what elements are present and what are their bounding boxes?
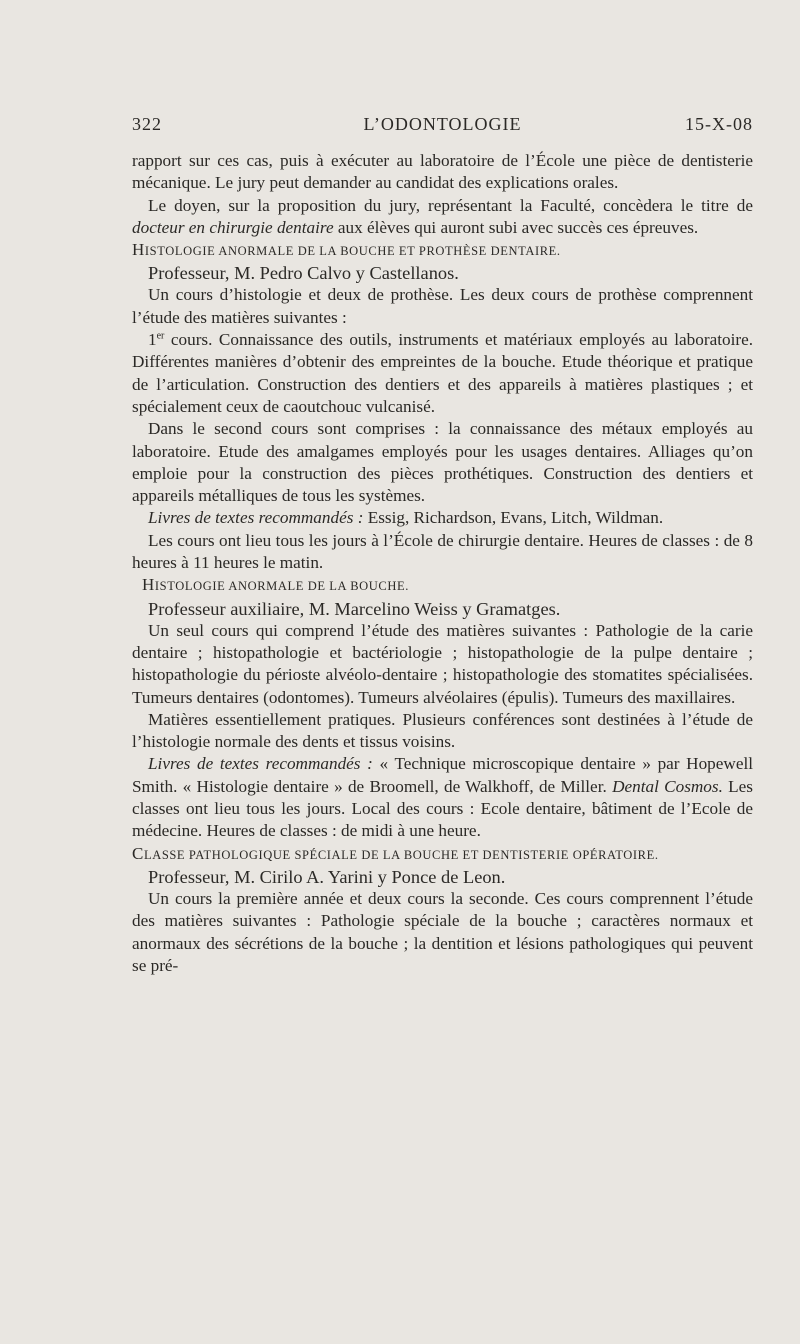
paragraph: 1er cours. Connaissance des outils, instruments et matériaux employés au laboratoire. Différentes manières d’obtenir des empreintes de la bouche. Etude théorique et pratique de l’articulation. Construction des dentiers et des appareils à matières plastiques ; et spécialement ceux de caoutchouc vulcanisé. [132,330,753,416]
italic-term: Dental Cosmos. [612,776,723,796]
paragraph: Un cours la première année et deux cours la seconde. Ces cours comprennent l’étude des matières suivantes : Pathologie spéciale de la bouche ; caractères normaux et anormaux des sécrétions de la bouche ; la dentition et lésions pathologiques qui peuvent se pré- [132,888,753,975]
paragraph: Le doyen, sur la proposition du jury, représentant la Faculté, concèdera le titre de docteur en chirurgie dentaire aux élèves qui auront subi avec succès ces épreuves. [132,195,753,237]
professor-line: Professeur, M. Cirilo A. Yarini y Ponce de Leon. [148,866,506,887]
books-label: Livres de textes recommandés : [148,508,364,528]
section-heading: HISTOLOGIE ANORMALE DE LA BOUCHE ET PROTHÈSE DENTAIRE. [132,240,561,260]
issue-date: 15-X-08 [685,114,753,134]
section-heading: HISTOLOGIE ANORMALE DE LA BOUCHE. [142,575,409,595]
paragraph: Les cours ont lieu tous les jours à l’École de chirurgie dentaire. Heures de classes : de 8 heures à 11 heures le matin. [132,530,753,573]
paragraph: Livres de textes recommandés : « Technique microscopique dentaire » par Hopewell Smith. « Histologie dentaire » de Broomell, de Walkhoff, de Miller. Dental Cosmos. Les classes ont lieu tous les jours. Local des cours : Ecole dentaire, bâtiment de l’Ecole de médecine. Heures de classes : de midi à une heure. [132,754,753,841]
professor-line: Professeur auxiliaire, M. Marcelino Weiss y Gramatges. [148,598,561,619]
paragraph: Dans le second cours sont comprises : la connaissance des métaux employés au laboratoire. Etude des amalgames employés pour les usages dentaires. Alliages qu’on emploie pour la construction des pièces prothétiques. Construction des dentiers et appareils métalliques de tous les systèmes. [132,419,753,506]
paragraph: Un seul cours qui comprend l’étude des matières suivantes : Pathologie de la carie dentaire ; histopathologie et bactériologie ; histopathologie de la pulpe dentaire ; histopathologie du périoste alvéolo-dentaire ; histopathologie des stomatites spécialisées. Tumeurs dentaires (odontomes). Tumeurs alvéolaires (épulis). Tumeurs des maxillaires. [132,620,753,707]
running-header [132,114,753,140]
paragraph: Matières essentiellement pratiques. Plusieurs conférences sont destinées à l’étude de l’histologie normale des dents et tissus voisins. [132,709,753,752]
professor-line: Professeur, M. Pedro Calvo y Castellanos. [148,263,459,284]
body-text [132,150,753,977]
section-heading: CLASSE PATHOLOGIQUE SPÉCIALE DE LA BOUCHE ET DENTISTERIE OPÉRATOIRE. [132,843,659,863]
paragraph: rapport sur ces cas, puis à exécuter au laboratoire de l’École une pièce de dentisterie mécanique. Le jury peut demander au candidat des explications orales. [132,151,753,193]
page-number: 322 [132,114,162,134]
journal-title: L’ODONTOLOGIE [363,114,522,134]
italic-term: docteur en chirurgie dentaire [132,217,334,237]
books-label: Livres de textes recommandés : [148,754,373,774]
paragraph: Un cours d’histologie et deux de prothèse. Les deux cours de prothèse comprennent l’étude des matières suivantes : [132,285,753,327]
paragraph: Livres de textes recommandés : Essig, Richardson, Evans, Litch, Wildman. [148,508,664,528]
